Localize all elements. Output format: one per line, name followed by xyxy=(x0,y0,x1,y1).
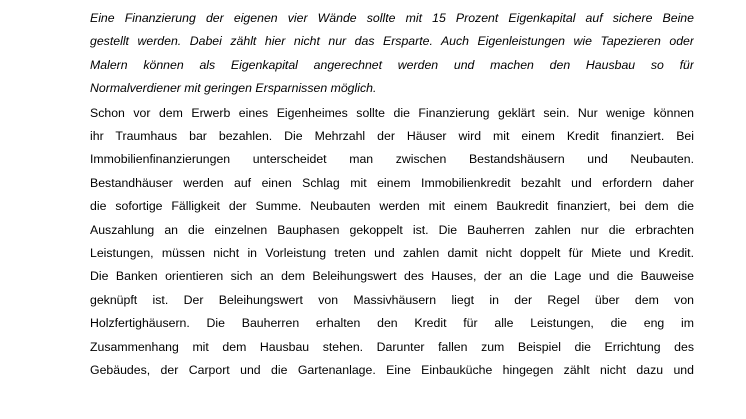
lead-line: gestellt werden. Dabei zählt hier nicht nur das Ersparte. Auch Eigenleistungen wie Tapezieren oder xyxy=(90,34,694,49)
body-line: Bestandhäuser werden auf einen Schlag mit einem Immobilienkredit bezahlt und erfordern daher xyxy=(90,175,694,190)
lead-line: Normalverdiener mit geringen Ersparnissen möglich. xyxy=(90,81,377,96)
body-line: Zusammenhang mit dem Hausbau stehen. Darunter fallen zum Beispiel die Errichtung des xyxy=(90,339,694,354)
body-paragraph xyxy=(90,102,694,383)
body-line: Schon vor dem Erwerb eines Eigenheimes sollte die Finanzierung geklärt sein. Nur wenige können xyxy=(90,105,694,120)
body-line: die sofortige Fälligkeit der Summe. Neubauten werden mit einem Baukredit finanziert, bei dem die xyxy=(90,199,694,214)
body-line: Holzfertighäusern. Die Bauherren erhalten den Kredit für alle Leistungen, die eng im xyxy=(90,316,694,331)
lead-line: Malern können als Eigenkapital angerechnet werden und machen den Hausbau so für xyxy=(90,57,694,72)
lead-line: Eine Finanzierung der eigenen vier Wände sollte mit 15 Prozent Eigenkapital auf sichere Beine xyxy=(90,11,694,25)
lead-paragraph xyxy=(90,7,694,101)
body-line: geknüpft ist. Der Beleihungswert von Massivhäusern liegt in der Regel über dem von xyxy=(90,292,694,307)
body-line: Gebäudes, der Carport und die Gartenanlage. Eine Einbauküche hingegen zählt nicht dazu und xyxy=(90,363,694,378)
body-line: Die Banken orientieren sich an dem Beleihungswert des Hauses, der an die Lage und die Bauweise xyxy=(90,269,694,284)
document-page xyxy=(90,7,694,383)
body-line: Immobilienfinanzierungen unterscheidet man zwischen Bestandshäusern und Neubauten. xyxy=(90,152,694,167)
body-line: ihr Traumhaus bar bezahlen. Die Mehrzahl der Häuser wird mit einem Kredit finanziert. Bei xyxy=(90,129,694,144)
body-line: Leistungen, müssen nicht in Vorleistung treten und zahlen damit nicht doppelt für Miete und Kredit. xyxy=(90,246,694,261)
body-line: Auszahlung an die einzelnen Bauphasen gekoppelt ist. Die Bauherren zahlen nur die erbrachten xyxy=(90,222,694,237)
